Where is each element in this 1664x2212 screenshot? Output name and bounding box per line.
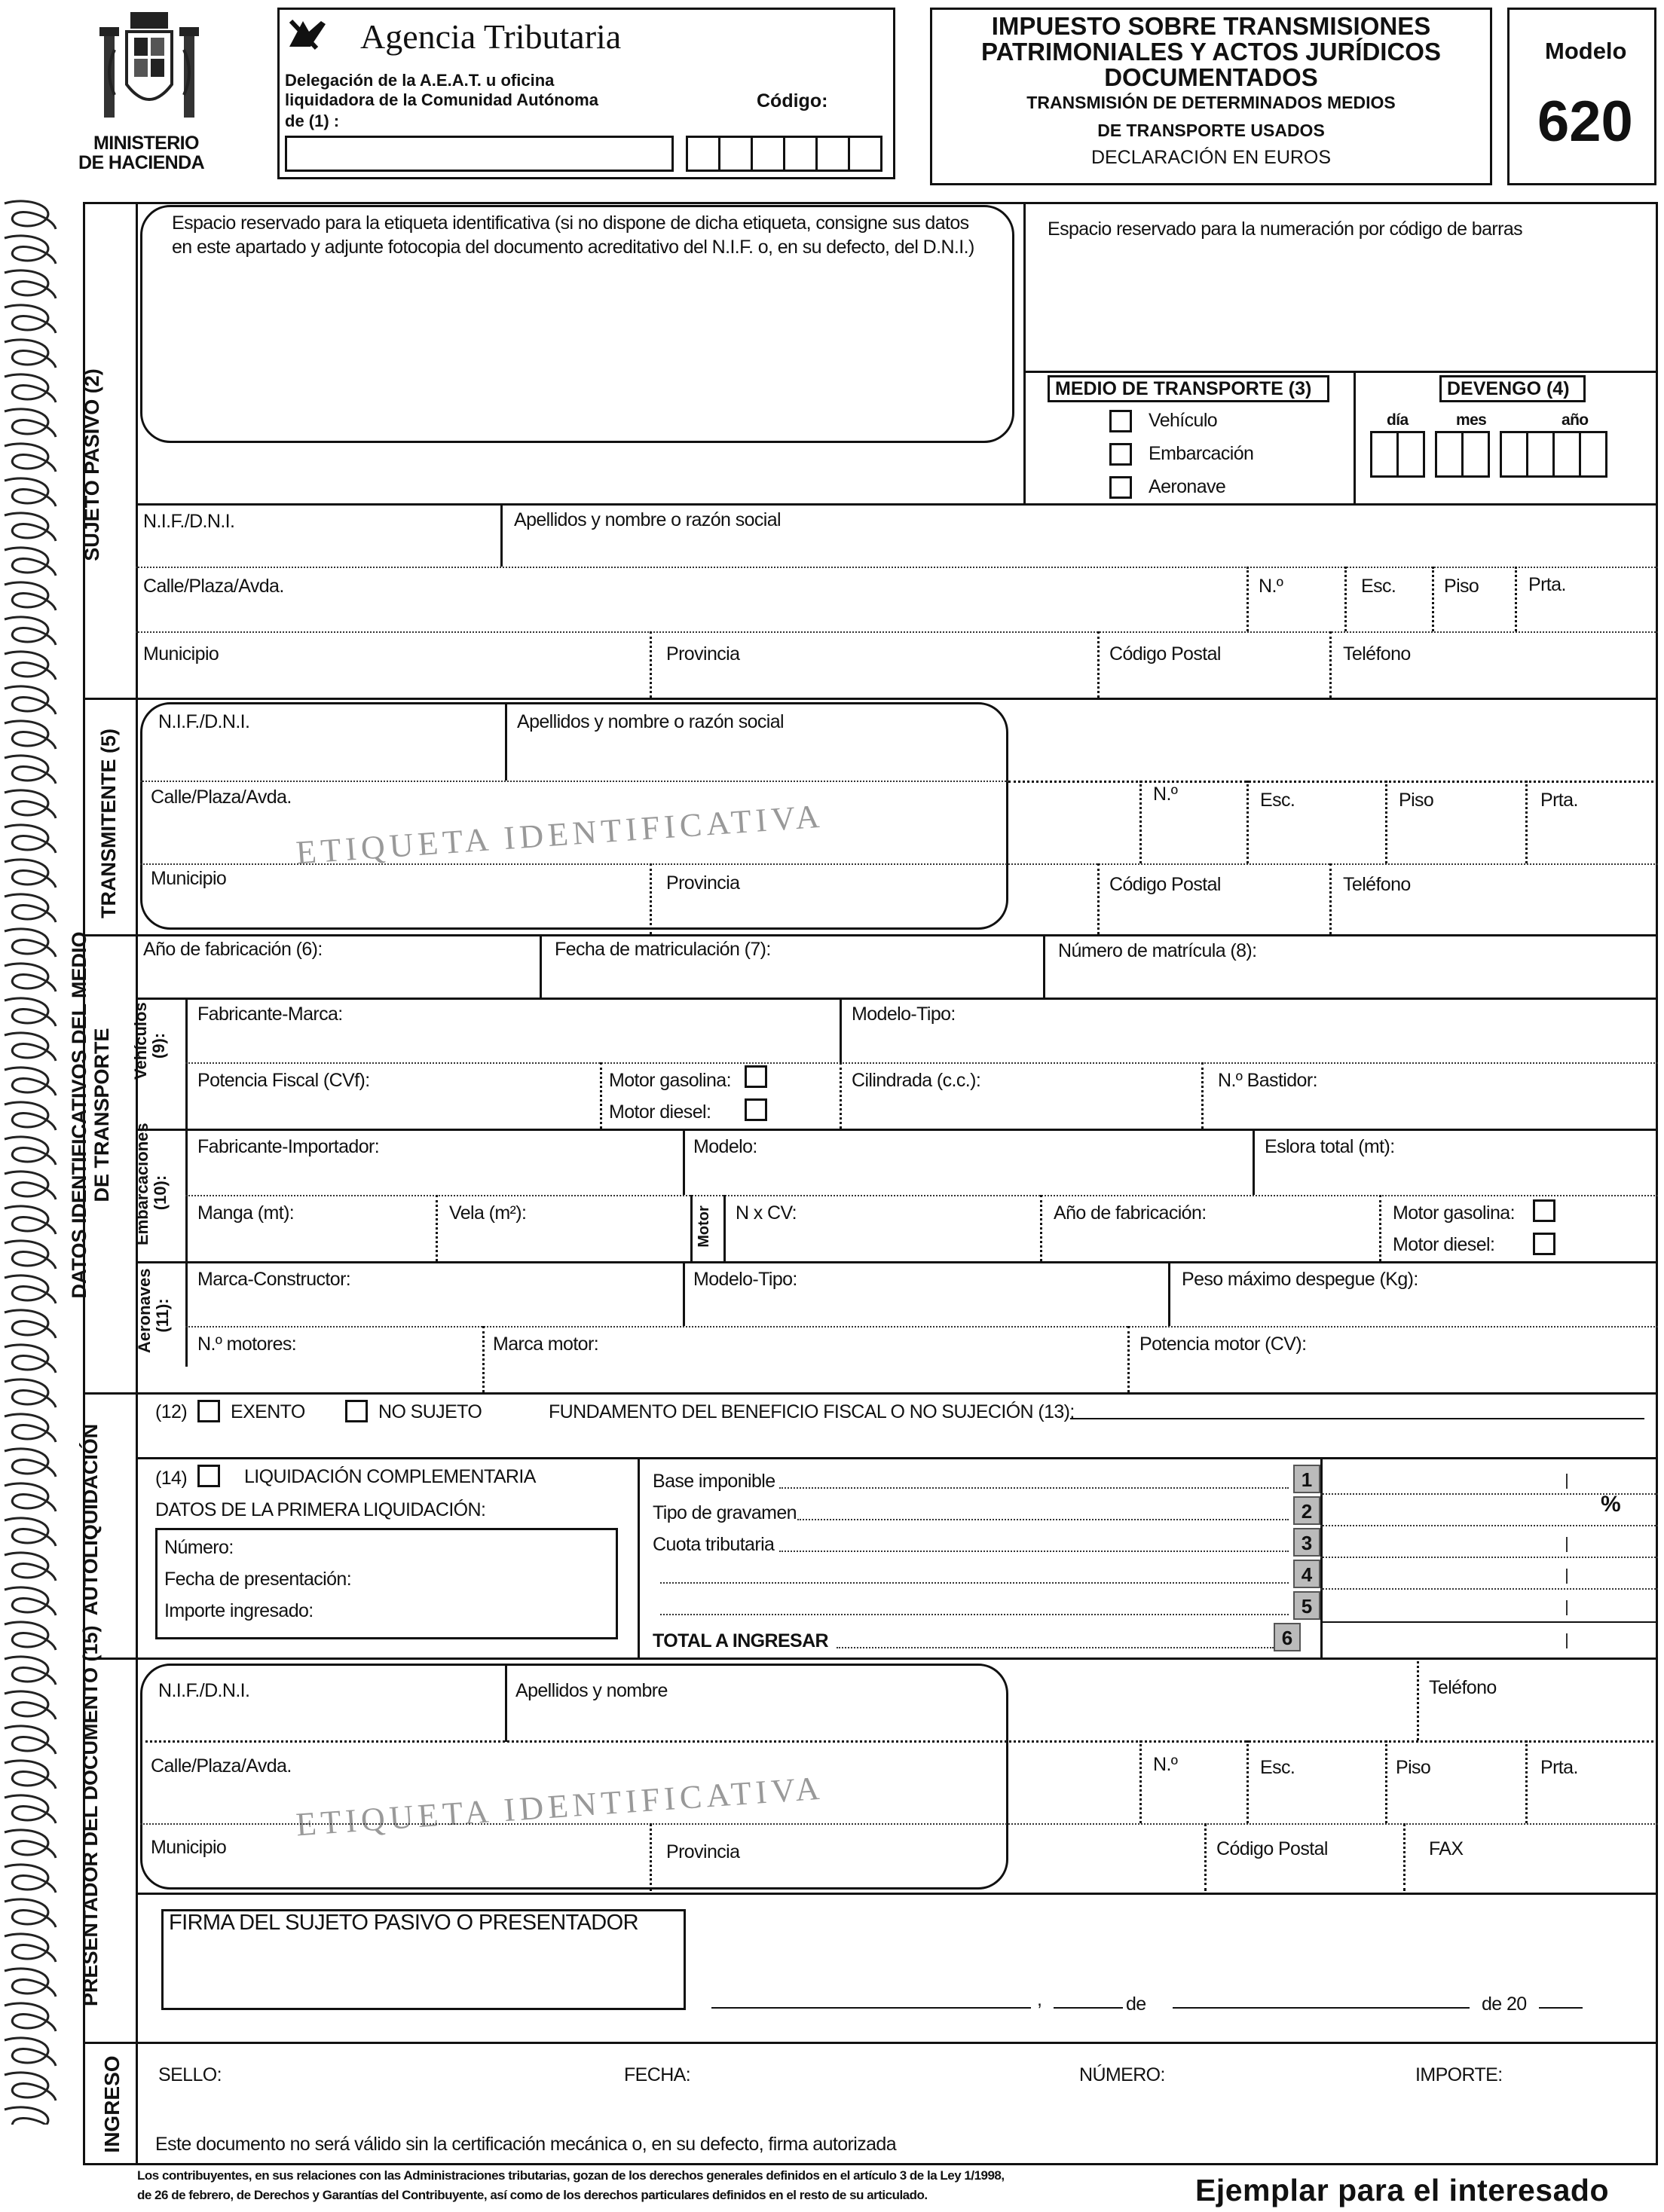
transmitente-nif: N.I.F./D.N.I.: [158, 711, 250, 732]
divider: [1097, 631, 1100, 698]
presentador-telefono: Teléfono: [1429, 1677, 1497, 1698]
transmitente-numero: N.º: [1153, 784, 1178, 805]
signature-month-line[interactable]: [1173, 2007, 1470, 2009]
divider: [1246, 1740, 1249, 1823]
transmitente-piso: Piso: [1399, 790, 1434, 811]
transmitente-cp: Código Postal: [1109, 874, 1221, 895]
divider: [1525, 1740, 1528, 1823]
presentador-prta: Prta.: [1540, 1757, 1578, 1778]
divider: [1403, 1823, 1406, 1891]
code-label: Código:: [757, 90, 828, 112]
box-4: 4: [1293, 1560, 1320, 1588]
label-datos-primera: DATOS DE LA PRIMERA LIQUIDACIÓN:: [155, 1499, 486, 1520]
divider: [1329, 863, 1332, 934]
divider: [1354, 371, 1356, 505]
leader: [837, 1647, 1274, 1648]
section-divider: [83, 2042, 1658, 2044]
fundamento-line[interactable]: [1070, 1418, 1644, 1419]
amount-row-line: [1320, 1621, 1658, 1623]
divider: [1097, 863, 1100, 934]
divider: [1168, 1261, 1170, 1326]
footer-legal-1: Los contribuyentes, en sus relaciones con las Administraciones tributarias, gozan de los derechos generales definidos en el artículo 3 de la Ley 1/1998,: [137, 2168, 1005, 2183]
sujeto-piso: Piso: [1444, 576, 1479, 597]
section-sujeto: SUJETO PASIVO (2): [81, 368, 103, 561]
veh-cilindrada: Cilindrada (c.c.):: [852, 1070, 981, 1091]
divider: [1432, 567, 1434, 631]
presentador-municipio: Municipio: [151, 1837, 227, 1858]
divider: [1201, 1062, 1204, 1129]
checkbox-emb-diesel[interactable]: [1533, 1233, 1555, 1255]
divider: [600, 1062, 602, 1129]
label-base: Base imponible: [653, 1471, 775, 1492]
sujeto-esc: Esc.: [1361, 576, 1396, 597]
divider: [638, 1457, 640, 1657]
divider: [136, 1261, 1658, 1263]
aer-nmotores: N.º motores:: [197, 1334, 297, 1355]
leader: [779, 1487, 1289, 1489]
transmitente-esc: Esc.: [1260, 790, 1295, 811]
presentador-piso: Piso: [1396, 1757, 1431, 1778]
ingreso-importe: IMPORTE:: [1415, 2064, 1503, 2085]
agency-name: Agencia Tributaria: [360, 17, 622, 56]
veh-diesel: Motor diesel:: [609, 1101, 711, 1123]
divider: [1023, 202, 1026, 505]
binding-margin-decoration: [0, 196, 60, 2125]
ingreso-fecha: FECHA:: [624, 2064, 691, 2085]
sujeto-prta: Prta.: [1528, 574, 1566, 595]
agency-logo-icon: [286, 17, 329, 51]
signature-year-line[interactable]: [1539, 2007, 1583, 2009]
leader: [797, 1519, 1289, 1520]
divider: [1385, 781, 1387, 863]
medio-anio-fab: Año de fabricación (6):: [143, 939, 323, 960]
transmitente-calle: Calle/Plaza/Avda.: [151, 787, 292, 808]
divider: [1246, 567, 1249, 631]
ministry-line2: DE HACIENDA: [78, 152, 205, 173]
barcode-note: Espacio reservado para la numeración por código de barras: [1048, 218, 1523, 240]
checkbox-complementaria[interactable]: [197, 1465, 220, 1487]
divider: [650, 1823, 652, 1891]
embarcaciones-label: Embarcaciones (10):: [133, 1123, 170, 1245]
label-numero[interactable]: Número:: [164, 1537, 234, 1558]
divider: [140, 1823, 1658, 1825]
section-divider: [83, 1657, 1658, 1660]
signature-day-line[interactable]: [1054, 2007, 1123, 2009]
label-tipo: Tipo de gravamen: [653, 1502, 797, 1523]
delegation-label-3: de (1) :: [285, 112, 340, 130]
divider: [1417, 1657, 1419, 1740]
label-embarcacion: Embarcación: [1149, 443, 1254, 464]
divider: [185, 1326, 1658, 1328]
emb-anio: Año de fabricación:: [1054, 1202, 1207, 1224]
presentador-esc: Esc.: [1260, 1757, 1295, 1778]
veh-potencia: Potencia Fiscal (CVf):: [197, 1070, 370, 1091]
firma-label: FIRMA DEL SUJETO PASIVO O PRESENTADOR: [169, 1911, 638, 1935]
devengo-dia: día: [1387, 411, 1409, 429]
sujeto-municipio: Municipio: [143, 643, 219, 665]
code-input-cells[interactable]: [686, 136, 897, 173]
devengo-title: DEVENGO (4): [1447, 378, 1570, 399]
presentador-apellidos: Apellidos y nombre: [515, 1680, 668, 1701]
divider: [540, 934, 542, 998]
aer-marca-motor: Marca motor:: [493, 1334, 599, 1355]
emb-eslora: Eslora total (mt):: [1265, 1136, 1395, 1157]
presentador-nif: N.I.F./D.N.I.: [158, 1680, 250, 1701]
divider: [140, 1740, 1658, 1743]
leader: [779, 1551, 1289, 1552]
presentador-fax: FAX: [1429, 1838, 1464, 1859]
delegation-label-2: liquidadora de la Comunidad Autónoma: [285, 90, 598, 109]
delegation-input[interactable]: [285, 136, 674, 172]
divider: [505, 702, 507, 781]
emb-diesel: Motor diesel:: [1393, 1234, 1495, 1255]
ingreso-numero: NÚMERO:: [1079, 2064, 1165, 2085]
divider: [1139, 781, 1142, 863]
medio-title: MEDIO DE TRANSPORTE (3): [1055, 378, 1312, 399]
aer-marca: Marca-Constructor:: [197, 1269, 351, 1290]
leader: [660, 1614, 1289, 1615]
label-fecha-presentacion[interactable]: Fecha de presentación:: [164, 1569, 352, 1590]
veh-fabricante: Fabricante-Marca:: [197, 1004, 343, 1025]
section-autoliquidacion: AUTOLIQUIDACIÓN: [79, 1423, 102, 1616]
box-5: 5: [1293, 1591, 1320, 1620]
divider: [136, 1893, 1658, 1895]
label-total: TOTAL A INGRESAR: [653, 1630, 829, 1651]
box-6: 6: [1274, 1623, 1301, 1651]
label-no-sujeto: NO SUJETO: [378, 1401, 482, 1422]
divider: [1385, 1740, 1387, 1823]
divider: [650, 631, 652, 698]
divider: [1008, 781, 1658, 783]
modelo-label: Modelo: [1545, 38, 1627, 64]
divider: [185, 998, 188, 1367]
divider: [436, 1195, 438, 1261]
label-importe-ingresado[interactable]: Importe ingresado:: [164, 1600, 314, 1621]
label-vehiculo: Vehículo: [1149, 410, 1218, 431]
box-1: 1: [1293, 1465, 1320, 1493]
label-exento: EXENTO: [231, 1401, 305, 1422]
veh-gasolina: Motor gasolina:: [609, 1070, 731, 1091]
date-de-1: de: [1126, 1994, 1146, 2015]
divider: [185, 1062, 1658, 1064]
footer-copy: Ejemplar para el interesado: [1195, 2173, 1610, 2207]
checkbox-embarcacion[interactable]: [1109, 443, 1132, 466]
label-fundamento: FUNDAMENTO DEL BENEFICIO FISCAL O NO SUJECIÓN (13):: [549, 1401, 1075, 1422]
divider: [136, 998, 1658, 1000]
presentador-watermark: ETIQUETA IDENTIFICATIVA: [295, 1769, 825, 1844]
transmitente-watermark: ETIQUETA IDENTIFICATIVA: [295, 797, 825, 872]
aer-potencia: Potencia motor (CV):: [1139, 1334, 1307, 1355]
medio-fecha-mat: Fecha de matriculación (7):: [555, 939, 771, 960]
medio-num-mat: Número de matrícula (8):: [1058, 940, 1257, 961]
amount-row-line: [1320, 1588, 1658, 1590]
date-de-2: de 20: [1482, 1994, 1527, 2015]
divider: [140, 863, 1658, 865]
divider: [1127, 1326, 1130, 1392]
emb-vela: Vela (m²):: [449, 1202, 527, 1224]
devengo-anio: año: [1562, 411, 1589, 429]
aer-modelo: Modelo-Tipo:: [693, 1269, 797, 1290]
label-cuota: Cuota tributaria: [653, 1534, 775, 1555]
checkbox-veh-gasolina[interactable]: [745, 1065, 767, 1088]
label-aeronave: Aeronave: [1149, 476, 1226, 497]
checkbox-aeronave[interactable]: [1109, 476, 1132, 499]
checkbox-exento[interactable]: [197, 1400, 220, 1422]
divider: [1043, 934, 1045, 998]
ministry-line1: MINISTERIO: [93, 133, 199, 154]
divider: [690, 1195, 693, 1261]
divider: [1525, 781, 1528, 863]
section-presentador: PRESENTADOR DEL DOCUMENTO (15): [79, 1625, 102, 2006]
divider: [1329, 631, 1332, 698]
transmitente-telefono: Teléfono: [1343, 874, 1411, 895]
ingreso-note: Este documento no será válido sin la certificación mecánica o, en su defecto, firma autorizada: [155, 2134, 897, 2155]
transmitente-apellidos: Apellidos y nombre o razón social: [517, 711, 785, 732]
box-2: 2: [1293, 1496, 1320, 1525]
decimal-tick: [1566, 1600, 1568, 1615]
divider: [1253, 1129, 1255, 1195]
transmitente-provincia: Provincia: [666, 872, 740, 894]
amount-input-total[interactable]: [1323, 1624, 1655, 1654]
veh-bastidor: N.º Bastidor:: [1218, 1070, 1317, 1091]
emb-fabricante: Fabricante-Importador:: [197, 1136, 380, 1157]
divider: [683, 1129, 685, 1195]
emb-ncv: N x CV:: [736, 1202, 797, 1224]
divider: [683, 1261, 685, 1326]
section-transmitente: TRANSMITENTE (5): [97, 729, 120, 918]
divider: [1379, 1195, 1381, 1261]
vehiculos-label: Vehículos (9):: [131, 1002, 168, 1080]
divider: [1515, 567, 1517, 631]
amount-input-tipo[interactable]: [1323, 1495, 1655, 1523]
checkbox-veh-diesel[interactable]: [745, 1098, 767, 1121]
sujeto-label-note-1: Espacio reservado para la etiqueta identificativa (si no dispone de dicha etiqueta, consigne sus datos: [172, 212, 969, 234]
sujeto-calle: Calle/Plaza/Avda.: [143, 576, 284, 597]
amount-input-base[interactable]: [1323, 1460, 1655, 1492]
section-divider: [83, 934, 1658, 936]
delegation-label: Delegación de la A.E.A.T. u oficina: [285, 71, 555, 90]
divider: [723, 1195, 726, 1261]
sujeto-telefono: Teléfono: [1343, 643, 1411, 665]
emb-manga: Manga (mt):: [197, 1202, 295, 1224]
modelo-number: 620: [1537, 90, 1633, 154]
veh-modelo: Modelo-Tipo:: [852, 1004, 956, 1025]
presentador-numero: N.º: [1153, 1754, 1178, 1775]
divider: [185, 1195, 1658, 1196]
devengo-mes: mes: [1456, 411, 1487, 429]
footer-legal-2: de 26 de febrero, de Derechos y Garantías del Contribuyente, así como de los derechos particulares definidos en el resto de su articulado.: [137, 2188, 928, 2202]
title-text: IMPUESTO SOBRE TRANSMISIONES PATRIMONIALES Y ACTOS JURÍDICOS DOCUMENTADOS TRANSMISIÓN DE DETERMINADOS MEDIOS DE TRANSPORTE USADOS DECLARACIÓN EN EUROS: [981, 12, 1441, 168]
auto-12: (12): [155, 1401, 188, 1422]
presentador-provincia: Provincia: [666, 1841, 740, 1862]
emb-motor-label: Motor: [696, 1205, 712, 1248]
aeronaves-label: Aeronaves (11):: [135, 1268, 172, 1353]
divider: [136, 1457, 1658, 1459]
divider: [1040, 1195, 1042, 1261]
aer-peso: Peso máximo despegue (Kg):: [1182, 1269, 1418, 1290]
devengo-date-cells[interactable]: [1370, 431, 1641, 478]
emb-gasolina: Motor gasolina:: [1393, 1202, 1515, 1224]
sujeto-cp: Código Postal: [1109, 643, 1221, 665]
sujeto-label-note-2: en este apartado y adjunte fotocopia del documento acreditativo del N.I.F. o, en su defecto, del D.N.I.): [172, 237, 974, 258]
divider: [1344, 567, 1347, 631]
checkbox-emb-gasolina[interactable]: [1533, 1199, 1555, 1222]
divider: [1246, 781, 1249, 863]
section-divider: [83, 1392, 1658, 1395]
decimal-tick: [1566, 1569, 1568, 1584]
leader: [660, 1582, 1289, 1584]
label-complementaria: LIQUIDACIÓN COMPLEMENTARIA: [244, 1466, 536, 1487]
divider: [840, 1062, 842, 1129]
section-divider: [83, 698, 1658, 700]
divider: [1204, 1823, 1207, 1891]
divider: [840, 998, 842, 1062]
spain-coat-of-arms: [96, 5, 202, 133]
divider: [136, 1129, 1658, 1131]
divider: [500, 503, 503, 567]
date-comma: ,: [1037, 1989, 1042, 2010]
divider: [136, 567, 1658, 568]
amount-input-cuota[interactable]: [1323, 1526, 1655, 1555]
auto-14: (14): [155, 1468, 188, 1489]
sujeto-apellidos: Apellidos y nombre o razón social: [514, 509, 782, 530]
section-medio: DATOS IDENTIFICATIVOS DEL MEDIO DE TRANSPORTE: [68, 931, 113, 1299]
checkbox-vehiculo[interactable]: [1109, 410, 1132, 432]
transmitente-municipio: Municipio: [151, 868, 227, 889]
presentador-cp: Código Postal: [1216, 1838, 1328, 1859]
presentador-calle: Calle/Plaza/Avda.: [151, 1755, 292, 1777]
signature-place-line[interactable]: [711, 2007, 1031, 2009]
divider: [136, 631, 1658, 633]
divider: [650, 863, 652, 934]
emb-modelo: Modelo:: [693, 1136, 757, 1157]
checkbox-no-sujeto[interactable]: [345, 1400, 368, 1422]
sujeto-provincia: Provincia: [666, 643, 740, 665]
section-ingreso: INGRESO: [100, 2055, 124, 2153]
ingreso-sello: SELLO:: [158, 2064, 222, 2085]
percent-sign: %: [1601, 1492, 1621, 1517]
divider: [482, 1326, 485, 1392]
sujeto-nif: N.I.F./D.N.I.: [143, 511, 235, 532]
divider: [505, 1664, 507, 1742]
divider: [140, 781, 1008, 782]
amount-row-line: [1320, 1557, 1658, 1558]
box-3: 3: [1293, 1528, 1320, 1557]
divider: [1139, 1740, 1142, 1823]
transmitente-prta: Prta.: [1540, 790, 1578, 811]
divider: [136, 503, 1658, 506]
divider: [1023, 371, 1658, 373]
sujeto-numero: N.º: [1259, 576, 1283, 597]
